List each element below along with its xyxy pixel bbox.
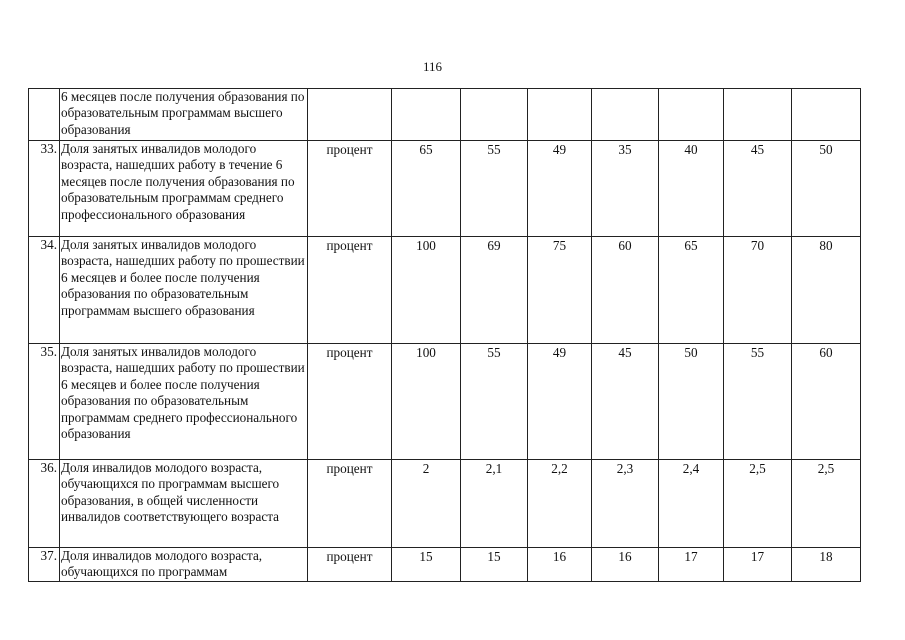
indicators-table (28, 88, 861, 582)
indicator-name-cell: Доля занятых инвалидов молодого возраста, нашедших работу по прошествии 6 месяцев и более после получения образования по образовательным программам высшего образования (60, 237, 308, 344)
value-cell: 2,3 (592, 460, 659, 548)
table-row (29, 141, 861, 237)
value-cell: 60 (592, 237, 659, 344)
value-cell: 55 (461, 141, 528, 237)
value-cell: 49 (528, 344, 592, 460)
value-cell: 65 (659, 237, 724, 344)
value-cell (392, 89, 461, 141)
value-cell: 16 (592, 548, 659, 582)
row-number-cell: 34. (29, 237, 60, 344)
value-cell: 40 (659, 141, 724, 237)
row-number-cell: 37. (29, 548, 60, 582)
value-cell: 2,5 (792, 460, 861, 548)
value-cell: 49 (528, 141, 592, 237)
indicator-name-cell: Доля занятых инвалидов молодого возраста, нашедших работу по прошествии 6 месяцев и более после получения образования по образовательным программам среднего профессионального образования (60, 344, 308, 460)
page-number: 116 (422, 59, 443, 74)
value-cell: 69 (461, 237, 528, 344)
value-cell (724, 89, 792, 141)
table-row (29, 344, 861, 460)
value-cell: 18 (792, 548, 861, 582)
value-cell (461, 89, 528, 141)
value-cell: 80 (792, 237, 861, 344)
value-cell (659, 89, 724, 141)
row-number-cell: 35. (29, 344, 60, 460)
value-cell: 16 (528, 548, 592, 582)
value-cell: 2,4 (659, 460, 724, 548)
unit-cell: процент (308, 548, 392, 582)
value-cell: 65 (392, 141, 461, 237)
value-cell: 35 (592, 141, 659, 237)
row-number-cell (29, 89, 60, 141)
value-cell: 17 (724, 548, 792, 582)
unit-cell: процент (308, 460, 392, 548)
table-row (29, 460, 861, 548)
value-cell: 50 (659, 344, 724, 460)
value-cell (528, 89, 592, 141)
table-row (29, 237, 861, 344)
value-cell: 17 (659, 548, 724, 582)
indicator-name-cell: 6 месяцев после получения образования по образовательным программам высшего образования (60, 89, 308, 141)
row-number-cell: 33. (29, 141, 60, 237)
value-cell: 100 (392, 344, 461, 460)
value-cell: 55 (461, 344, 528, 460)
value-cell: 2 (392, 460, 461, 548)
value-cell: 45 (724, 141, 792, 237)
table-row (29, 548, 861, 582)
table-row (29, 89, 861, 141)
value-cell: 2,1 (461, 460, 528, 548)
unit-cell: процент (308, 344, 392, 460)
unit-cell: процент (308, 141, 392, 237)
value-cell (792, 89, 861, 141)
value-cell: 15 (392, 548, 461, 582)
value-cell: 70 (724, 237, 792, 344)
value-cell (592, 89, 659, 141)
row-number-cell: 36. (29, 460, 60, 548)
indicator-name-cell: Доля инвалидов молодого возраста, обучающихся по программам (60, 548, 308, 582)
value-cell: 45 (592, 344, 659, 460)
value-cell: 100 (392, 237, 461, 344)
indicator-name-cell: Доля занятых инвалидов молодого возраста, нашедших работу в течение 6 месяцев после получения образования по образовательным программам среднего профессионального образования (60, 141, 308, 237)
value-cell: 15 (461, 548, 528, 582)
value-cell: 60 (792, 344, 861, 460)
value-cell: 75 (528, 237, 592, 344)
unit-cell: процент (308, 237, 392, 344)
unit-cell (308, 89, 392, 141)
value-cell: 2,5 (724, 460, 792, 548)
indicator-name-cell: Доля инвалидов молодого возраста, обучающихся по программам высшего образования, в общей численности инвалидов соответствующего возраста (60, 460, 308, 548)
value-cell: 55 (724, 344, 792, 460)
value-cell: 2,2 (528, 460, 592, 548)
value-cell: 50 (792, 141, 861, 237)
